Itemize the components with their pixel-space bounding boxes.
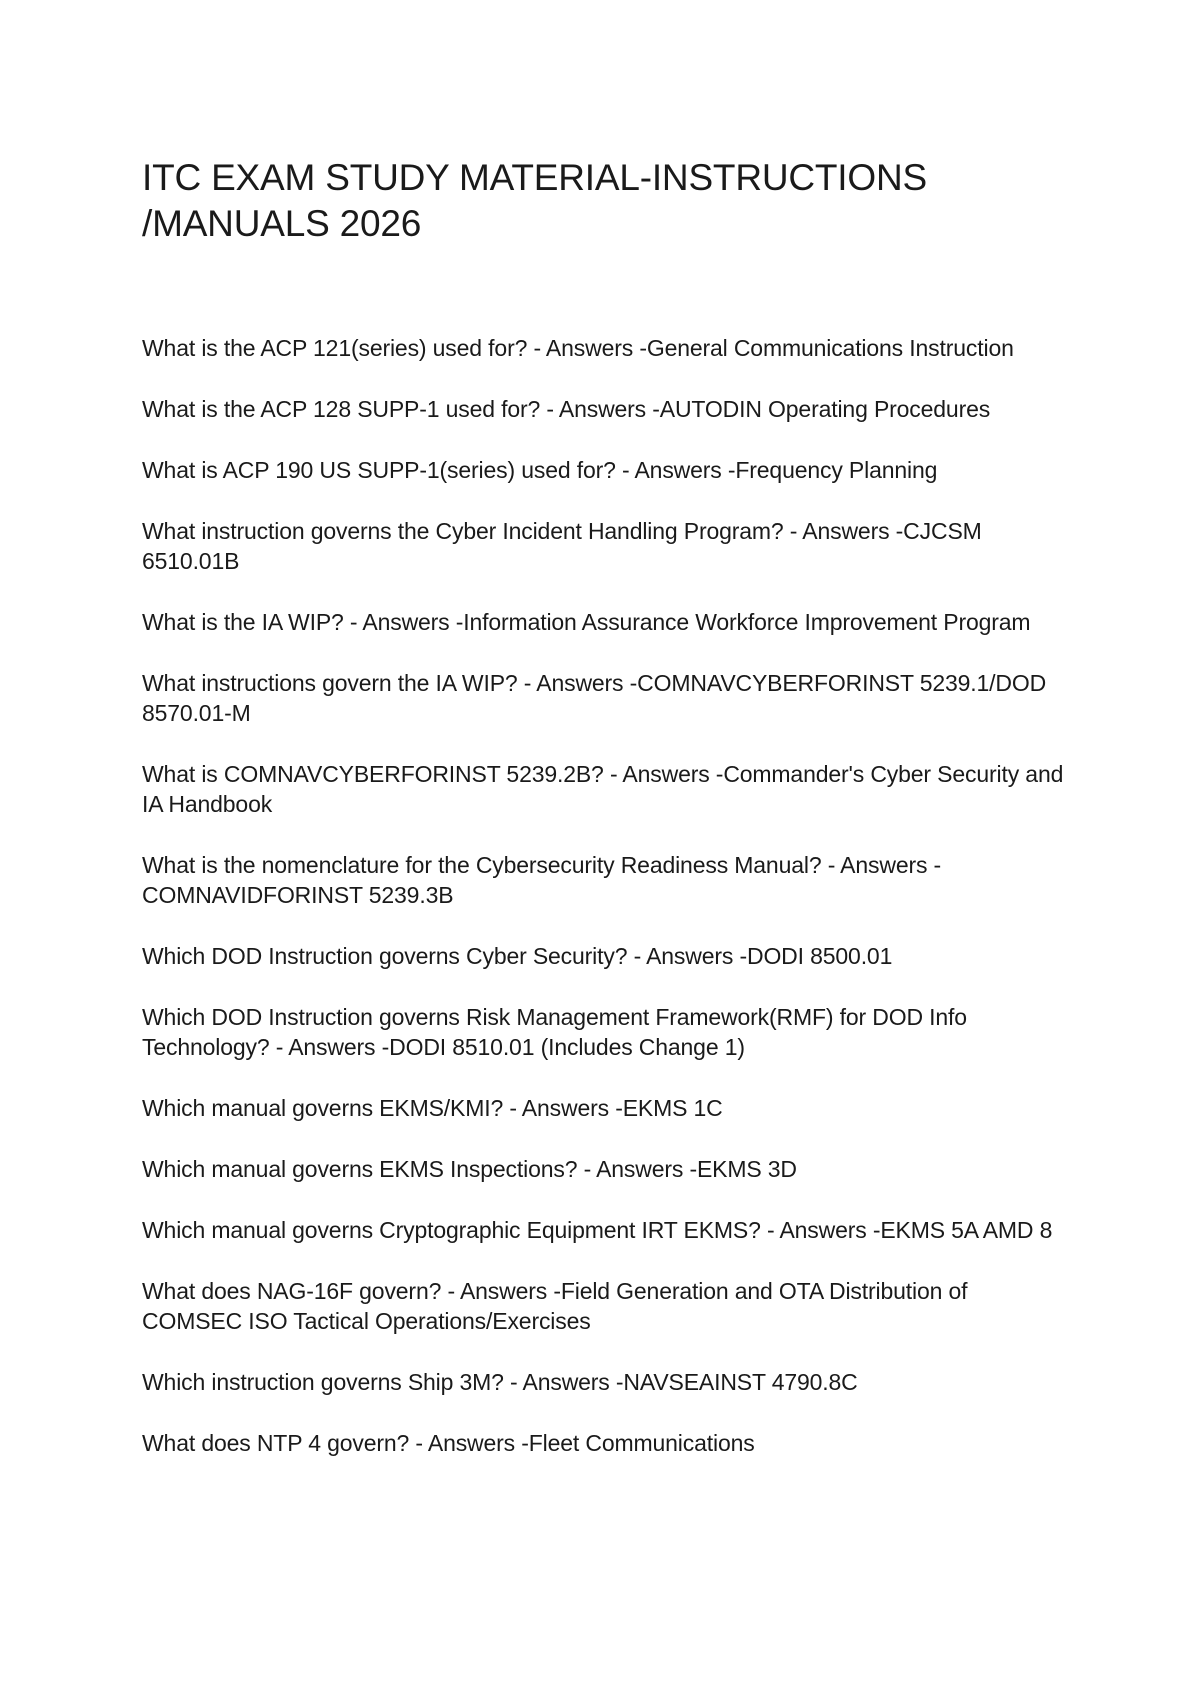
qa-item: What does NAG-16F govern? - Answers -Field Generation and OTA Distribution of COMSEC ISO Tactical Operations/Exercises bbox=[142, 1278, 968, 1334]
qa-item: What is ACP 190 US SUPP-1(series) used for? - Answers -Frequency Planning bbox=[142, 457, 938, 483]
qa-item: Which manual governs Cryptographic Equipment IRT EKMS? - Answers -EKMS 5A AMD 8 bbox=[142, 1217, 1053, 1243]
qa-item: What instructions govern the IA WIP? - Answers -COMNAVCYBERFORINST 5239.1/DOD 8570.01-M bbox=[142, 670, 1047, 726]
qa-item: Which DOD Instruction governs Cyber Security? - Answers -DODI 8500.01 bbox=[142, 943, 893, 969]
qa-item: Which manual governs EKMS Inspections? - Answers -EKMS 3D bbox=[142, 1156, 797, 1182]
qa-item: What instruction governs the Cyber Incident Handling Program? - Answers -CJCSM 6510.01B bbox=[142, 518, 982, 574]
qa-item: What is the ACP 128 SUPP-1 used for? - Answers -AUTODIN Operating Procedures bbox=[142, 396, 991, 422]
qa-item: Which DOD Instruction governs Risk Management Framework(RMF) for DOD Info Technology? - Answers -DODI 8510.01 (Includes Change 1) bbox=[142, 1004, 967, 1060]
page-title: ITC EXAM STUDY MATERIAL-INSTRUCTIONS /MANUALS 2026 bbox=[142, 157, 927, 244]
qa-item: Which instruction governs Ship 3M? - Answers -NAVSEAINST 4790.8C bbox=[142, 1369, 858, 1395]
qa-item: What is the IA WIP? - Answers -Information Assurance Workforce Improvement Program bbox=[142, 609, 1031, 635]
qa-item: What does NTP 4 govern? - Answers -Fleet Communications bbox=[142, 1430, 755, 1456]
qa-item: Which manual governs EKMS/KMI? - Answers -EKMS 1C bbox=[142, 1095, 723, 1121]
qa-item: What is COMNAVCYBERFORINST 5239.2B? - Answers -Commander's Cyber Security and IA Handbook bbox=[142, 761, 1064, 817]
qa-item: What is the nomenclature for the Cybersecurity Readiness Manual? - Answers -COMNAVIDFORINST 5239.3B bbox=[142, 852, 942, 908]
qa-item: What is the ACP 121(series) used for? - Answers -General Communications Instruction bbox=[142, 335, 1014, 361]
qa-list bbox=[142, 333, 1080, 1458]
